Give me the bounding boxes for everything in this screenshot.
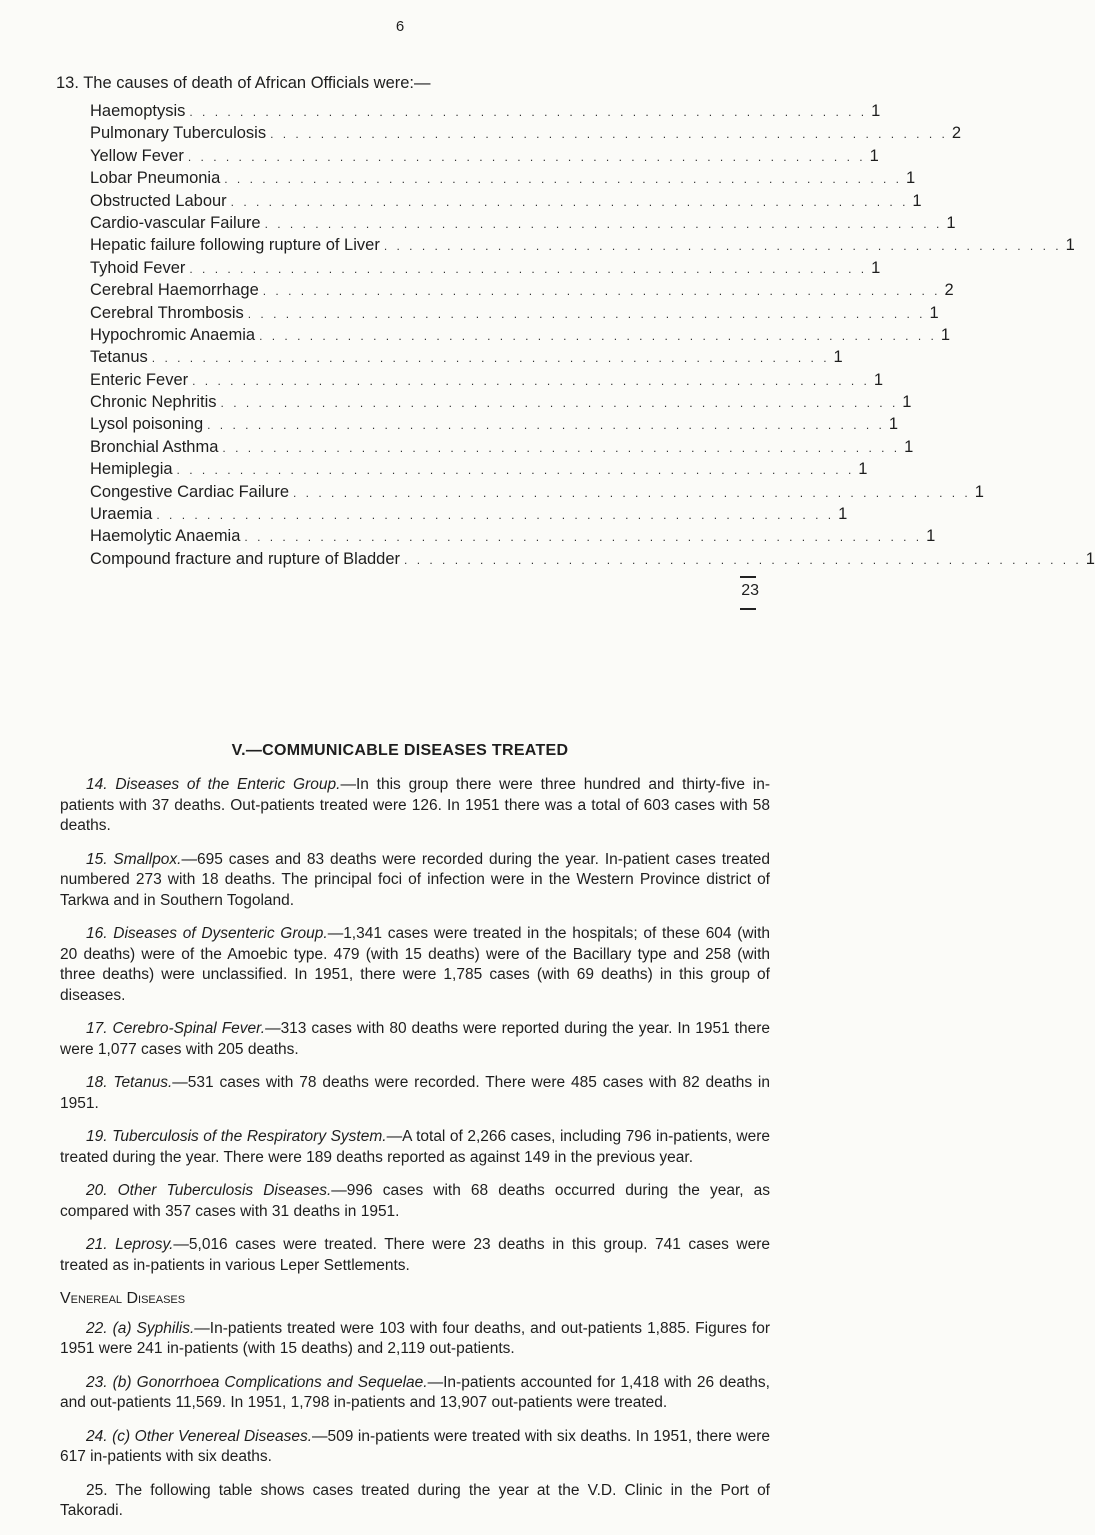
paragraph <box>60 1481 770 1522</box>
cause-label: Hemiplegia <box>90 460 173 479</box>
paragraph <box>60 1373 770 1414</box>
cause-label: Tyhoid Fever <box>90 258 186 277</box>
cause-label: Lobar Pneumonia <box>90 169 221 188</box>
venereal-heading: Venereal Diseases <box>60 1290 186 1307</box>
paragraph-lead: 17. Cerebro-Spinal Fever. <box>86 1020 266 1037</box>
cause-row <box>90 346 843 368</box>
cause-row <box>90 324 951 346</box>
cause-label: Enteric Fever <box>90 370 189 389</box>
cause-row <box>90 436 914 458</box>
paragraph-lead: 24. (c) Other Venereal Diseases. <box>86 1427 313 1445</box>
dot-leader: . . . . . . . . . . . . . . . . . . . . . . . . . . . . . . . . . . . . . . . . . . . . . . . . . . . . . . <box>383 239 1062 254</box>
cause-count: 1 <box>871 102 881 120</box>
cause-row <box>90 145 879 167</box>
cause-label: Hypochromic Anaemia <box>90 325 256 344</box>
dot-leader: . . . . . . . . . . . . . . . . . . . . . . . . . . . . . . . . . . . . . . . . . . . . . . . . . . . . . . <box>230 194 909 209</box>
cause-label: Cerebral Thrombosis <box>90 303 244 322</box>
cause-label: Compound fracture and rupture of Bladder <box>90 549 401 568</box>
cause-row <box>90 391 912 413</box>
paragraph <box>60 1073 770 1114</box>
cause-row <box>90 458 868 480</box>
causes-rows <box>90 100 1095 570</box>
dot-leader: . . . . . . . . . . . . . . . . . . . . . . . . . . . . . . . . . . . . . . . . . . . . . . . . . . . . . . <box>259 328 937 343</box>
section-body <box>60 775 770 1535</box>
dot-leader: . . . . . . . . . . . . . . . . . . . . . . . . . . . . . . . . . . . . . . . . . . . . . . . . . . . . . . <box>192 373 870 388</box>
paragraph-text: —996 cases with 68 deaths occurred during the year, as compared with 357 cases with 31 deaths in 1951. <box>60 1182 770 1220</box>
cause-row <box>90 413 899 435</box>
dot-leader: . . . . . . . . . . . . . . . . . . . . . . . . . . . . . . . . . . . . . . . . . . . . . . . . . . . . . . <box>270 127 948 142</box>
cause-count: 2 <box>951 124 962 143</box>
cause-count: 1 <box>940 325 951 344</box>
cause-row <box>90 369 884 391</box>
paragraph-text: —313 cases with 80 deaths were reported during the year. In 1951 there were 1,077 cases with 205 deaths. <box>60 1020 770 1058</box>
paragraph-text: —In this group there were three hundred and thirty-five in-patients with 37 deaths. Out-patients treated were 126. In 1951 there was a total of 603 cases with 58 deaths. <box>60 776 770 834</box>
cause-label: Bronchial Asthma <box>90 437 219 456</box>
dot-leader: . . . . . . . . . . . . . . . . . . . . . . . . . . . . . . . . . . . . . . . . . . . . . . . . . . . . . . <box>189 261 868 276</box>
cause-label: Cerebral Haemorrhage <box>90 281 259 300</box>
cause-count: 1 <box>929 303 939 322</box>
cause-label: Obstructed Labour <box>90 191 227 210</box>
cause-label: Tetanus <box>90 348 148 367</box>
paragraph <box>60 1427 770 1468</box>
cause-count: 1 <box>926 527 936 546</box>
cause-row <box>90 190 922 212</box>
dot-leader: . . . . . . . . . . . . . . . . . . . . . . . . . . . . . . . . . . . . . . . . . . . . . . . . . . . . . . <box>224 172 903 187</box>
total-rule-top <box>740 576 756 578</box>
cause-row <box>90 100 881 122</box>
cause-label: Lysol poisoning <box>90 415 204 434</box>
cause-row <box>90 503 848 525</box>
disease-paragraphs <box>60 775 770 1276</box>
dot-leader: . . . . . . . . . . . . . . . . . . . . . . . . . . . . . . . . . . . . . . . . . . . . . . . . . . . . . . <box>247 306 926 321</box>
cause-count: 1 <box>833 348 843 367</box>
paragraph <box>60 1319 770 1360</box>
cause-row <box>90 212 956 234</box>
causes-total <box>56 570 759 616</box>
paragraph-text: —509 in-patients were treated with six deaths. In 1951, there were 617 in-patients with six deaths. <box>60 1427 770 1465</box>
cause-row <box>90 257 881 279</box>
causes-heading: 13. The causes of death of African Officials were:— <box>56 74 431 92</box>
dot-leader: . . . . . . . . . . . . . . . . . . . . . . . . . . . . . . . . . . . . . . . . . . . . . . . . . . . . . . <box>151 351 830 366</box>
paragraph-text: —In-patients treated were 103 with four deaths, and out-patients 1,885. Figures for 1951 were 241 in-patients (with 15 deaths) and 2,119 out-patients. <box>60 1319 770 1357</box>
page-number: 6 <box>395 18 405 35</box>
paragraph-text: 25. The following table shows cases treated during the year at the V.D. Clinic in the Port of Takoradi. <box>60 1481 770 1519</box>
cause-count: 1 <box>946 213 956 232</box>
cause-label: Haemolytic Anaemia <box>90 527 241 546</box>
cause-row <box>90 279 954 301</box>
dot-leader: . . . . . . . . . . . . . . . . . . . . . . . . . . . . . . . . . . . . . . . . . . . . . . . . . . . . . . <box>222 440 901 455</box>
paragraph-text: —In-patients accounted for 1,418 with 26 deaths, and out-patients 11,569. In 1951, 1,798 in-patients and 13,907 out-patients were treated. <box>60 1373 770 1411</box>
paragraph-text: —531 cases with 78 deaths were recorded. There were 485 cases with 82 deaths in 1951. <box>60 1074 770 1112</box>
causes-of-death-list <box>56 74 1095 616</box>
paragraph <box>60 924 770 1006</box>
cause-count: 1 <box>1065 236 1075 255</box>
section-heading: V.—COMMUNICABLE DISEASES TREATED <box>231 742 569 759</box>
paragraph-lead: 18. Tetanus. <box>86 1074 173 1091</box>
cause-count: 1 <box>888 415 899 434</box>
cause-count: 1 <box>858 460 868 479</box>
cause-row <box>90 525 936 547</box>
paragraph-lead: 15. Smallpox. <box>86 850 182 868</box>
venereal-paragraphs <box>60 1319 770 1522</box>
paragraph-lead: 21. Leprosy. <box>86 1236 174 1253</box>
cause-label: Uraemia <box>90 505 153 524</box>
cause-count: 1 <box>974 482 984 501</box>
dot-leader: . . . . . . . . . . . . . . . . . . . . . . . . . . . . . . . . . . . . . . . . . . . . . . . . . . . . . . <box>293 485 971 500</box>
dot-leader: . . . . . . . . . . . . . . . . . . . . . . . . . . . . . . . . . . . . . . . . . . . . . . . . . . . . . . <box>264 216 943 231</box>
cause-row <box>90 481 984 503</box>
paragraph <box>60 1019 770 1060</box>
cause-count: 1 <box>904 437 914 456</box>
dot-leader: . . . . . . . . . . . . . . . . . . . . . . . . . . . . . . . . . . . . . . . . . . . . . . . . . . . . . . <box>189 105 868 119</box>
cause-count: 1 <box>912 191 922 210</box>
paragraph-text: —A total of 2,266 cases, including 796 in-patients, were treated during the year. There were 189 deaths reported as against 149 in the previous year. <box>60 1128 770 1166</box>
cause-row <box>90 167 916 189</box>
cause-label: Haemoptysis <box>90 102 186 120</box>
cause-row <box>90 234 1075 256</box>
paragraph-text: —695 cases and 83 deaths were recorded during the year. In-patient cases treated numbered 273 with 18 deaths. The principal foci of infection were in the Western Province district of Tarkwa and in Southern Togoland. <box>60 850 770 909</box>
cause-count: 1 <box>871 258 881 277</box>
dot-leader: . . . . . . . . . . . . . . . . . . . . . . . . . . . . . . . . . . . . . . . . . . . . . . . . . . . . . . <box>404 552 1082 567</box>
total-value: 23 <box>741 582 759 600</box>
cause-row <box>90 302 939 324</box>
paragraph <box>60 775 770 837</box>
cause-label: Pulmonary Tuberculosis <box>90 124 267 143</box>
paragraph-lead: 20. Other Tuberculosis Diseases. <box>86 1182 332 1199</box>
dot-leader: . . . . . . . . . . . . . . . . . . . . . . . . . . . . . . . . . . . . . . . . . . . . . . . . . . . . . . <box>176 463 855 478</box>
dot-leader: . . . . . . . . . . . . . . . . . . . . . . . . . . . . . . . . . . . . . . . . . . . . . . . . . . . . . . <box>262 284 941 299</box>
cause-count: 1 <box>873 370 884 389</box>
dot-leader: . . . . . . . . . . . . . . . . . . . . . . . . . . . . . . . . . . . . . . . . . . . . . . . . . . . . . . <box>207 418 885 433</box>
cause-label: Congestive Cardiac Failure <box>90 482 290 501</box>
cause-count: 1 <box>838 505 848 524</box>
cause-label: Chronic Nephritis <box>90 393 217 412</box>
paragraph-lead: 16. Diseases of Dysenteric Group. <box>86 925 328 942</box>
paragraph-lead: 22. (a) Syphilis. <box>86 1319 195 1337</box>
paragraph <box>60 850 770 912</box>
cause-count: 2 <box>944 281 954 300</box>
paragraph-lead: 14. Diseases of the Enteric Group. <box>86 776 341 793</box>
paragraph-lead: 19. Tuberculosis of the Respiratory System. <box>86 1128 387 1145</box>
paragraph <box>60 1127 770 1168</box>
cause-count: 1 <box>1085 549 1095 568</box>
cause-count: 1 <box>869 146 879 165</box>
cause-row <box>90 122 962 144</box>
dot-leader: . . . . . . . . . . . . . . . . . . . . . . . . . . . . . . . . . . . . . . . . . . . . . . . . . . . . . . <box>220 396 899 411</box>
paragraph <box>60 1181 770 1222</box>
paragraph-lead: 23. (b) Gonorrhoea Complications and Sequelae. <box>86 1373 428 1391</box>
paragraph <box>60 1235 770 1276</box>
cause-count: 1 <box>906 169 916 188</box>
cause-label: Yellow Fever <box>90 146 184 165</box>
dot-leader: . . . . . . . . . . . . . . . . . . . . . . . . . . . . . . . . . . . . . . . . . . . . . . . . . . . . . . <box>156 508 835 523</box>
paragraph-text: —1,341 cases were treated in the hospitals; of these 604 (with 20 deaths) were of the Amoebic type. 479 (with 15 deaths) were of the Bacillary type and 258 (with three deaths) were unclassified. In 1951, there were 1,785 cases (with 69 deaths) in this group of diseases. <box>60 925 770 1004</box>
cause-row <box>90 548 1095 570</box>
cause-label: Cardio-vascular Failure <box>90 213 261 232</box>
cause-label: Hepatic failure following rupture of Liver <box>90 236 380 255</box>
dot-leader: . . . . . . . . . . . . . . . . . . . . . . . . . . . . . . . . . . . . . . . . . . . . . . . . . . . . . . <box>244 530 923 545</box>
dot-leader: . . . . . . . . . . . . . . . . . . . . . . . . . . . . . . . . . . . . . . . . . . . . . . . . . . . . . . <box>187 149 866 164</box>
total-rule-bottom <box>740 608 756 610</box>
cause-count: 1 <box>902 393 912 412</box>
paragraph-text: —5,016 cases were treated. There were 23 deaths in this group. 741 cases were treated as in-patients in various Leper Settlements. <box>60 1236 770 1274</box>
